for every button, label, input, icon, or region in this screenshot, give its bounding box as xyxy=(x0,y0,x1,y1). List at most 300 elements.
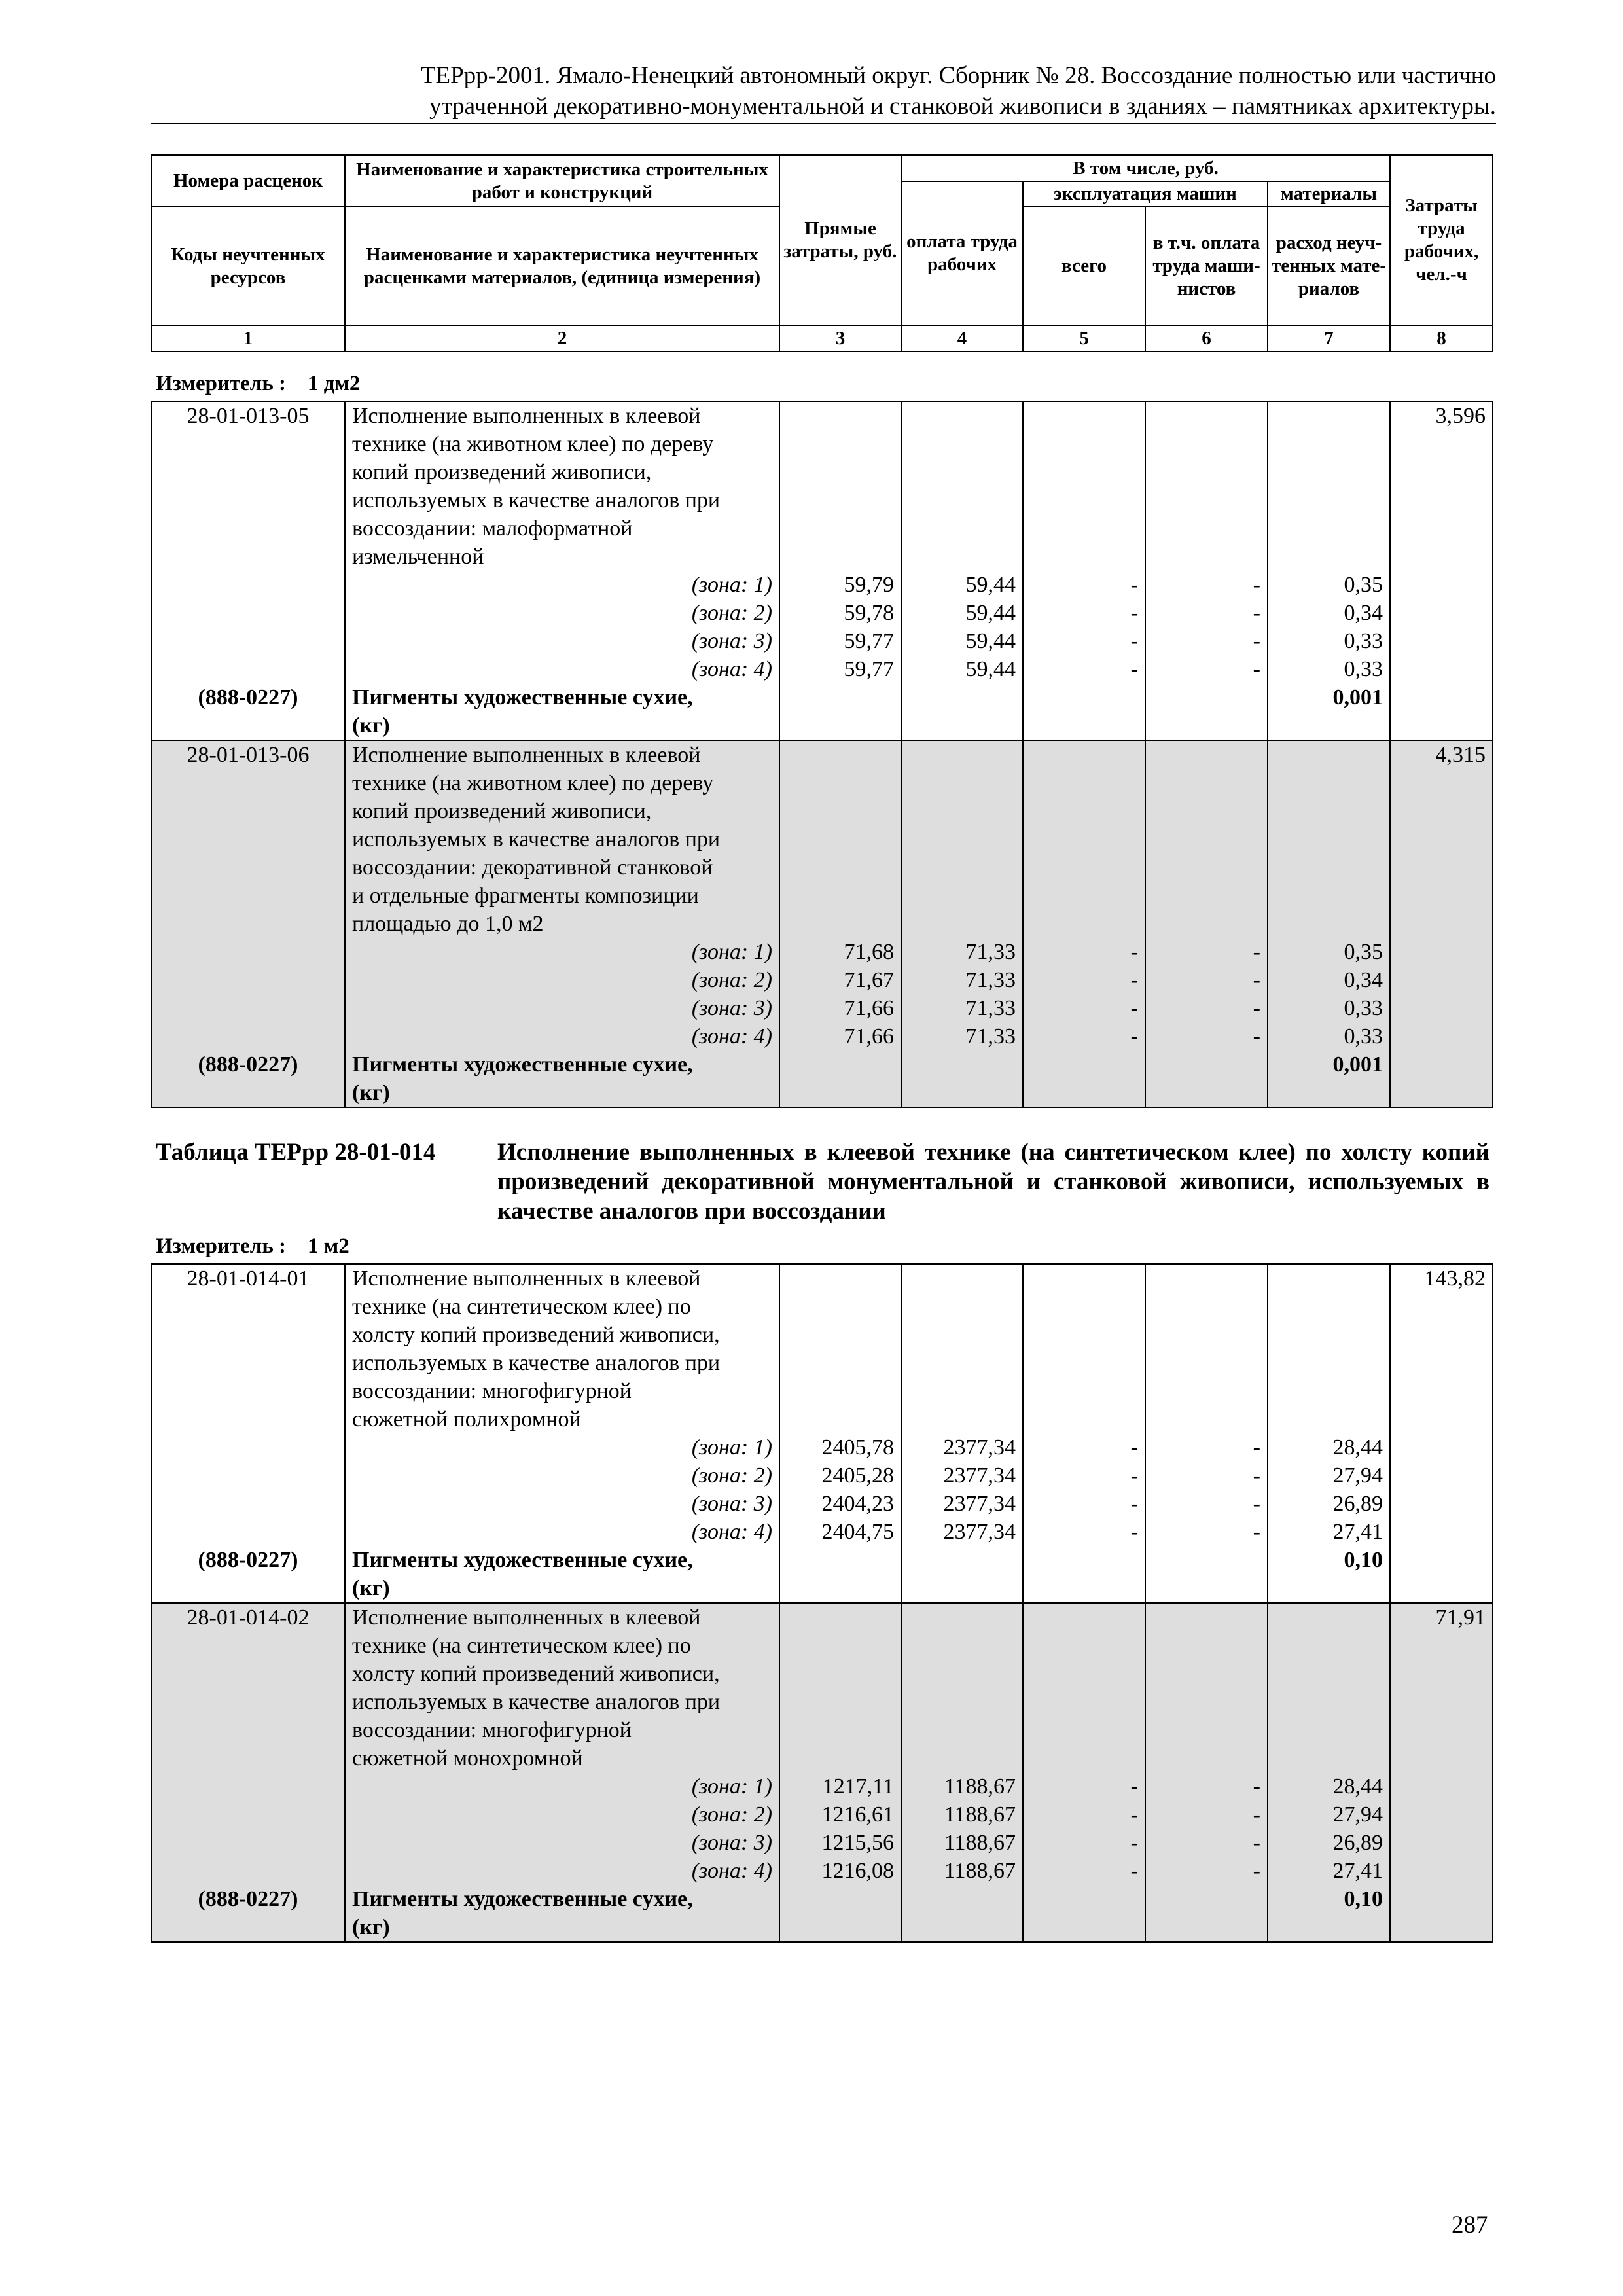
table-cell xyxy=(1390,1688,1493,1716)
zone-label: (зона: 1) xyxy=(345,1772,779,1801)
direct-costs: 2404,23 xyxy=(779,1490,901,1518)
materials: 0,35 xyxy=(1268,938,1390,966)
table-row xyxy=(151,486,1493,514)
table-cell xyxy=(151,853,345,882)
table-cell xyxy=(1390,1490,1493,1518)
measurer-section-1 xyxy=(156,370,360,397)
table-cell xyxy=(1023,740,1145,769)
table-cell xyxy=(1145,1293,1268,1321)
table-cell xyxy=(1023,1632,1145,1660)
machine-labor: - xyxy=(1145,1462,1268,1490)
column-number: 1 xyxy=(151,325,345,351)
table-cell xyxy=(151,514,345,543)
table-cell xyxy=(901,1293,1023,1321)
table-cell xyxy=(1145,1377,1268,1405)
machine-total: - xyxy=(1023,1433,1145,1462)
column-number: 6 xyxy=(1145,325,1268,351)
table-cell xyxy=(1390,1405,1493,1433)
resource-quantity: 0,10 xyxy=(1268,1885,1390,1913)
table-row xyxy=(151,401,1493,430)
table-cell xyxy=(1268,514,1390,543)
table-row xyxy=(151,683,1493,711)
machine-labor: - xyxy=(1145,1772,1268,1801)
table-cell xyxy=(1268,797,1390,825)
table-row xyxy=(151,1857,1493,1885)
table-cell xyxy=(151,825,345,853)
table-cell xyxy=(901,1377,1023,1405)
table-cell xyxy=(151,1462,345,1490)
table-cell xyxy=(1145,514,1268,543)
table-cell xyxy=(151,486,345,514)
column-number: 3 xyxy=(779,325,901,351)
table-row xyxy=(151,1022,1493,1050)
labor-pay: 59,44 xyxy=(901,571,1023,599)
table-cell xyxy=(779,1744,901,1772)
table-cell xyxy=(1390,1377,1493,1405)
table-row xyxy=(151,994,1493,1022)
direct-costs: 59,78 xyxy=(779,599,901,627)
table-cell xyxy=(1390,853,1493,882)
column-number: 5 xyxy=(1023,325,1145,351)
table-row xyxy=(151,825,1493,853)
labor-costs: 71,91 xyxy=(1390,1603,1493,1632)
zone-label: (зона: 2) xyxy=(345,1801,779,1829)
table-cell xyxy=(1390,797,1493,825)
table-cell xyxy=(779,514,901,543)
header-resource-codes: Коды неучтенных ресурсов xyxy=(151,207,345,325)
table-cell xyxy=(1023,1913,1145,1942)
table-cell xyxy=(1268,486,1390,514)
table-cell xyxy=(1268,1744,1390,1772)
table-cell xyxy=(1023,1885,1145,1913)
rate-description: измельченной xyxy=(345,543,779,571)
table-row xyxy=(151,1405,1493,1433)
header-work-name: Наименование и характеристика строительных работ и конструкций xyxy=(345,155,779,207)
labor-pay: 71,33 xyxy=(901,966,1023,994)
machine-labor: - xyxy=(1145,994,1268,1022)
table-cell xyxy=(779,740,901,769)
table-cell xyxy=(779,1913,901,1942)
table-cell xyxy=(1023,1293,1145,1321)
table-cell xyxy=(1145,1321,1268,1349)
zone-label: (зона: 3) xyxy=(345,1490,779,1518)
table-cell xyxy=(151,1433,345,1462)
table-cell xyxy=(779,1603,901,1632)
table-cell xyxy=(1023,1716,1145,1744)
machine-labor: - xyxy=(1145,938,1268,966)
table-cell xyxy=(151,1022,345,1050)
table-title-text: Исполнение выполненных в клеевой технике (на синтетическом клее) по холсту копий произведений декоративной монументальной и станковой живописи, используемых в качестве аналогов при воссоздании xyxy=(497,1139,1489,1225)
table-cell xyxy=(1145,882,1268,910)
machine-labor: - xyxy=(1145,1857,1268,1885)
table-cell xyxy=(1145,1744,1268,1772)
direct-costs: 2405,78 xyxy=(779,1433,901,1462)
table-cell xyxy=(901,1349,1023,1377)
table-cell xyxy=(1268,1716,1390,1744)
machine-total: - xyxy=(1023,1772,1145,1801)
table-cell xyxy=(901,401,1023,430)
zone-label: (зона: 1) xyxy=(345,938,779,966)
table-cell xyxy=(151,571,345,599)
table-row xyxy=(151,543,1493,571)
table-cell xyxy=(901,1574,1023,1603)
table-cell xyxy=(1023,1321,1145,1349)
table-cell xyxy=(1268,1405,1390,1433)
table-cell xyxy=(1023,543,1145,571)
rate-description: холсту копий произведений живописи, xyxy=(345,1321,779,1349)
zone-label: (зона: 4) xyxy=(345,1857,779,1885)
table-cell xyxy=(779,683,901,711)
machine-labor: - xyxy=(1145,1518,1268,1546)
table-cell xyxy=(1145,740,1268,769)
table-row xyxy=(151,1321,1493,1349)
table-row xyxy=(151,1632,1493,1660)
table-cell xyxy=(1268,825,1390,853)
table-cell xyxy=(901,882,1023,910)
table-cell xyxy=(1145,1405,1268,1433)
table-row xyxy=(151,430,1493,458)
table-cell xyxy=(779,430,901,458)
table-cell xyxy=(1268,1377,1390,1405)
table-cell xyxy=(1145,1660,1268,1688)
header-machine-operation: эксплуатация машин xyxy=(1023,181,1268,207)
table-row xyxy=(151,1349,1493,1377)
table-row xyxy=(151,514,1493,543)
machine-labor: - xyxy=(1145,1433,1268,1462)
labor-costs: 3,596 xyxy=(1390,401,1493,430)
table-row xyxy=(151,1801,1493,1829)
table-cell xyxy=(1023,910,1145,938)
table-cell xyxy=(1268,430,1390,458)
resource-code: (888-0227) xyxy=(151,1546,345,1574)
resource-quantity: 0,001 xyxy=(1268,1050,1390,1079)
resource-name: (кг) xyxy=(345,1079,779,1107)
table-cell xyxy=(779,1885,901,1913)
labor-pay: 71,33 xyxy=(901,938,1023,966)
table-cell xyxy=(1145,1546,1268,1574)
table-cell xyxy=(1145,1264,1268,1293)
table-cell xyxy=(1390,1913,1493,1942)
rates-table-1 xyxy=(151,401,1493,1108)
table-cell xyxy=(151,1688,345,1716)
resource-name: (кг) xyxy=(345,1913,779,1942)
page-header-line-1: ТЕРрр-2001. Ямало-Ненецкий автономный округ. Сборник № 28. Воссоздание полностью или частично xyxy=(420,62,1496,89)
rate-description: Исполнение выполненных в клеевой xyxy=(345,401,779,430)
table-cell xyxy=(151,1857,345,1885)
table-cell xyxy=(1390,1574,1493,1603)
table-cell xyxy=(1145,458,1268,486)
measurer-unit: 1 м2 xyxy=(308,1234,349,1258)
table-cell xyxy=(1145,1913,1268,1942)
table-cell xyxy=(1390,1801,1493,1829)
rate-description: и отдельные фрагменты композиции xyxy=(345,882,779,910)
table-row xyxy=(151,1518,1493,1546)
rate-description: технике (на животном клее) по дереву xyxy=(345,430,779,458)
table-cell xyxy=(901,683,1023,711)
column-number: 7 xyxy=(1268,325,1390,351)
rate-description: технике (на животном клее) по дереву xyxy=(345,769,779,797)
table-cell xyxy=(1390,1462,1493,1490)
table-cell xyxy=(1145,430,1268,458)
resource-name: (кг) xyxy=(345,1574,779,1603)
rate-description: сюжетной монохромной xyxy=(345,1744,779,1772)
table-row xyxy=(151,1716,1493,1744)
table-cell xyxy=(151,1405,345,1433)
table-row xyxy=(151,1885,1493,1913)
rate-description: Исполнение выполненных в клеевой xyxy=(345,740,779,769)
machine-labor: - xyxy=(1145,627,1268,655)
table-cell xyxy=(1390,1321,1493,1349)
table-cell xyxy=(151,711,345,740)
table-cell xyxy=(779,1050,901,1079)
table-row xyxy=(151,910,1493,938)
labor-pay: 1188,67 xyxy=(901,1772,1023,1801)
table-cell xyxy=(151,1913,345,1942)
machine-labor: - xyxy=(1145,1490,1268,1518)
table-cell xyxy=(1023,1744,1145,1772)
table-column-header xyxy=(151,154,1493,352)
header-material-names: Наименование и характеристика неучтенных расценками материалов, (единица измерения) xyxy=(345,207,779,325)
table-cell xyxy=(779,1264,901,1293)
table-cell xyxy=(901,797,1023,825)
materials: 0,33 xyxy=(1268,994,1390,1022)
table-cell xyxy=(1390,938,1493,966)
table-cell xyxy=(1023,430,1145,458)
table-cell xyxy=(1268,740,1390,769)
table-cell xyxy=(1390,1546,1493,1574)
rate-description: холсту копий произведений живописи, xyxy=(345,1660,779,1688)
resource-quantity: 0,001 xyxy=(1268,683,1390,711)
table-cell xyxy=(151,797,345,825)
rate-description: Исполнение выполненных в клеевой xyxy=(345,1264,779,1293)
table-cell xyxy=(1023,683,1145,711)
table-cell xyxy=(1268,769,1390,797)
table-cell xyxy=(151,1079,345,1107)
direct-costs: 71,66 xyxy=(779,994,901,1022)
header-rates-numbers: Номера расценок xyxy=(151,155,345,207)
materials: 0,33 xyxy=(1268,627,1390,655)
resource-code: (888-0227) xyxy=(151,1885,345,1913)
rate-code: 28-01-013-06 xyxy=(151,740,345,769)
table-cell xyxy=(1390,1349,1493,1377)
table-cell xyxy=(151,599,345,627)
table-row xyxy=(151,1913,1493,1942)
table-cell xyxy=(1390,1772,1493,1801)
page-number: 287 xyxy=(1452,2212,1488,2238)
column-number: 2 xyxy=(345,325,779,351)
machine-labor: - xyxy=(1145,571,1268,599)
zone-label: (зона: 4) xyxy=(345,1518,779,1546)
table-cell xyxy=(1390,1293,1493,1321)
direct-costs: 1215,56 xyxy=(779,1829,901,1857)
rate-description: используемых в качестве аналогов при xyxy=(345,1349,779,1377)
table-cell xyxy=(1268,1264,1390,1293)
table-cell xyxy=(1268,543,1390,571)
table-cell xyxy=(779,825,901,853)
table-cell xyxy=(1145,1574,1268,1603)
table-cell xyxy=(779,1405,901,1433)
table-cell xyxy=(901,1913,1023,1942)
table-cell xyxy=(1023,486,1145,514)
table-cell xyxy=(1023,797,1145,825)
table-row xyxy=(151,1433,1493,1462)
table-cell xyxy=(1023,1574,1145,1603)
rate-description: копий произведений живописи, xyxy=(345,458,779,486)
table-cell xyxy=(151,882,345,910)
table-cell xyxy=(1390,1829,1493,1857)
rate-description: Исполнение выполненных в клеевой xyxy=(345,1603,779,1632)
table-cell xyxy=(1023,1079,1145,1107)
table-cell xyxy=(779,1546,901,1574)
table-cell xyxy=(1023,1603,1145,1632)
table-cell xyxy=(1023,514,1145,543)
table-cell xyxy=(151,1349,345,1377)
labor-pay: 2377,34 xyxy=(901,1433,1023,1462)
zone-label: (зона: 4) xyxy=(345,1022,779,1050)
table-cell xyxy=(1145,711,1268,740)
table-cell xyxy=(1268,1660,1390,1688)
materials: 0,33 xyxy=(1268,1022,1390,1050)
table-cell xyxy=(779,1377,901,1405)
materials: 0,35 xyxy=(1268,571,1390,599)
table-row xyxy=(151,1660,1493,1688)
materials: 27,41 xyxy=(1268,1518,1390,1546)
table-cell xyxy=(1268,1603,1390,1632)
rate-description: воссоздании: многофигурной xyxy=(345,1377,779,1405)
header-machine-labor: в т.ч. оплата труда маши-нистов xyxy=(1145,207,1268,325)
materials: 0,34 xyxy=(1268,966,1390,994)
table-cell xyxy=(901,910,1023,938)
table-cell xyxy=(779,1632,901,1660)
table-row xyxy=(151,1264,1493,1293)
table-cell xyxy=(779,853,901,882)
table-cell xyxy=(901,514,1023,543)
table-cell xyxy=(1023,1405,1145,1433)
machine-total: - xyxy=(1023,1829,1145,1857)
zone-label: (зона: 3) xyxy=(345,1829,779,1857)
table-cell xyxy=(901,769,1023,797)
table-cell xyxy=(1390,966,1493,994)
table-cell xyxy=(1390,994,1493,1022)
table-cell xyxy=(151,430,345,458)
rate-code: 28-01-013-05 xyxy=(151,401,345,430)
table-cell xyxy=(1023,1377,1145,1405)
machine-labor: - xyxy=(1145,1801,1268,1829)
table-cell xyxy=(1390,1079,1493,1107)
resource-code: (888-0227) xyxy=(151,1050,345,1079)
table-cell xyxy=(151,994,345,1022)
table-cell xyxy=(901,1264,1023,1293)
labor-pay: 71,33 xyxy=(901,994,1023,1022)
table-cell xyxy=(1390,683,1493,711)
table-cell xyxy=(1268,458,1390,486)
table-cell xyxy=(901,711,1023,740)
table-cell xyxy=(151,1321,345,1349)
machine-total: - xyxy=(1023,1801,1145,1829)
direct-costs: 1216,08 xyxy=(779,1857,901,1885)
page-header-line-2: утраченной декоративно-монументальной и станковой живописи в зданиях – памятниках архитектуры. xyxy=(429,93,1496,120)
table-cell xyxy=(1023,853,1145,882)
rate-description: используемых в качестве аналогов при xyxy=(345,825,779,853)
table-row xyxy=(151,853,1493,882)
table-cell xyxy=(1390,769,1493,797)
table-cell xyxy=(779,882,901,910)
table-row xyxy=(151,571,1493,599)
labor-costs: 143,82 xyxy=(1390,1264,1493,1293)
resource-quantity: 0,10 xyxy=(1268,1546,1390,1574)
machine-labor: - xyxy=(1145,599,1268,627)
table-cell xyxy=(1390,910,1493,938)
table-cell xyxy=(901,1885,1023,1913)
rate-description: используемых в качестве аналогов при xyxy=(345,1688,779,1716)
table-cell xyxy=(779,458,901,486)
page-header xyxy=(151,60,1496,124)
table-cell xyxy=(901,1688,1023,1716)
direct-costs: 1216,61 xyxy=(779,1801,901,1829)
resource-name: Пигменты художественные сухие, xyxy=(345,1546,779,1574)
table-cell xyxy=(1390,1660,1493,1688)
machine-total: - xyxy=(1023,1518,1145,1546)
rate-description: технике (на синтетическом клее) по xyxy=(345,1632,779,1660)
table-cell xyxy=(1268,1574,1390,1603)
direct-costs: 59,77 xyxy=(779,627,901,655)
materials: 28,44 xyxy=(1268,1772,1390,1801)
table-cell xyxy=(1268,1349,1390,1377)
table-cell xyxy=(1023,825,1145,853)
resource-name: Пигменты художественные сухие, xyxy=(345,683,779,711)
materials: 27,94 xyxy=(1268,1462,1390,1490)
measurer-label: Измеритель : xyxy=(156,1234,287,1258)
machine-total: - xyxy=(1023,1857,1145,1885)
table-cell xyxy=(1268,853,1390,882)
table-row xyxy=(151,966,1493,994)
table-cell xyxy=(1145,1716,1268,1744)
header-materials-unaccounted: расход неуч-тенных мате-риалов xyxy=(1268,207,1390,325)
header-labor-pay: оплата труда рабочих xyxy=(901,181,1023,325)
labor-pay: 1188,67 xyxy=(901,1801,1023,1829)
header-direct-costs: Прямые затраты, руб. xyxy=(779,155,901,325)
table-cell xyxy=(1023,1050,1145,1079)
table-cell xyxy=(151,910,345,938)
materials: 26,89 xyxy=(1268,1490,1390,1518)
table-cell xyxy=(151,1574,345,1603)
table-cell xyxy=(1390,458,1493,486)
table-cell xyxy=(901,1079,1023,1107)
table-cell xyxy=(1390,627,1493,655)
table-cell xyxy=(1023,1546,1145,1574)
table-cell xyxy=(151,627,345,655)
machine-labor: - xyxy=(1145,1022,1268,1050)
direct-costs: 2405,28 xyxy=(779,1462,901,1490)
table-cell xyxy=(1268,1913,1390,1942)
table-cell xyxy=(1268,910,1390,938)
materials: 27,41 xyxy=(1268,1857,1390,1885)
rates-table-2 xyxy=(151,1263,1493,1943)
zone-label: (зона: 2) xyxy=(345,599,779,627)
rate-description: воссоздании: малоформатной xyxy=(345,514,779,543)
table-cell xyxy=(1390,1744,1493,1772)
machine-total: - xyxy=(1023,1462,1145,1490)
table-title xyxy=(156,1138,1489,1226)
table-cell xyxy=(1023,401,1145,430)
table-cell xyxy=(1390,1433,1493,1462)
table-row xyxy=(151,1377,1493,1405)
table-cell xyxy=(1390,1885,1493,1913)
measurer-unit: 1 дм2 xyxy=(308,372,361,395)
table-cell xyxy=(779,486,901,514)
table-cell xyxy=(1268,1688,1390,1716)
resource-name: (кг) xyxy=(345,711,779,740)
